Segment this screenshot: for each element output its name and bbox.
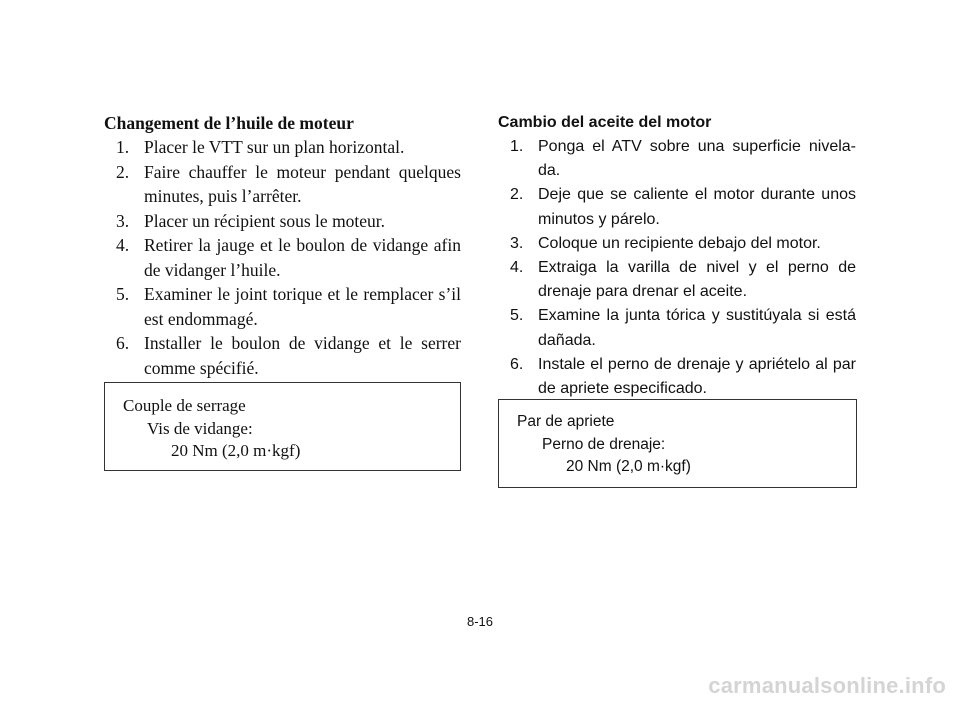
step-number: 2.: [116, 161, 130, 182]
step-text: Installer le boulon de vidange et le serrer comme spécifié.: [144, 333, 461, 378]
list-item: [498, 353, 856, 401]
spec-item: Perno de drenaje:: [542, 436, 666, 453]
spanish-column: [498, 111, 856, 401]
step-text: Extraiga la varilla de nivel y el perno de drenaje para drenar el aceite.: [538, 259, 856, 301]
step-number: 4.: [116, 235, 130, 255]
step-number: 1.: [510, 138, 524, 155]
list-item: [104, 331, 461, 380]
step-text: Examine la junta tórica y sustitúyala si está dañada.: [538, 307, 856, 349]
step-number: 6.: [116, 333, 130, 353]
list-item: [104, 209, 461, 234]
step-number: 1.: [116, 137, 130, 157]
spec-value: 20 Nm (2,0 m·kgf): [171, 441, 301, 460]
step-number: 5.: [116, 284, 130, 304]
french-steps-list: [104, 135, 461, 380]
list-item: [104, 282, 461, 331]
step-text: Deje que se caliente el motor durante unos minutos y párelo.: [538, 186, 856, 228]
page-number: 8-16: [466, 614, 494, 629]
spec-title: Couple de serrage: [123, 396, 246, 415]
step-number: 2.: [510, 186, 524, 204]
spec-title: Par de apriete: [517, 413, 615, 430]
list-item: [498, 135, 856, 183]
step-text: Examiner le joint torique et le remplacer s’il est endommagé.: [144, 284, 461, 329]
list-item: [104, 160, 461, 209]
french-torque-spec-box: [104, 382, 461, 471]
step-text: Coloque un recipiente debajo del motor.: [538, 234, 821, 252]
step-number: 6.: [510, 355, 524, 373]
step-text: Faire chauffer le moteur pendant quelques minutes, puis l’arrêter.: [144, 161, 461, 206]
list-item: [498, 183, 856, 231]
spanish-section-heading: Cambio del aceite del motor: [498, 114, 712, 131]
list-item: [498, 304, 856, 352]
step-number: 3.: [116, 210, 130, 231]
list-item: [498, 232, 856, 256]
step-number: 5.: [510, 307, 524, 325]
spec-value: 20 Nm (2,0 m·kgf): [566, 458, 691, 475]
watermark: carmanualsonline.info: [708, 673, 946, 698]
spanish-steps-list: [498, 135, 856, 401]
list-item: [498, 256, 856, 304]
list-item: [104, 135, 461, 160]
french-section-heading: Changement de l’huile de moteur: [104, 113, 354, 133]
step-text: Retirer la jauge et le boulon de vidange afin de vidanger l’huile.: [144, 235, 461, 280]
french-column: [104, 111, 461, 380]
step-number: 3.: [510, 234, 524, 252]
step-text: Placer un récipient sous le moteur.: [144, 210, 386, 231]
list-item: [104, 233, 461, 282]
step-number: 4.: [510, 259, 524, 277]
step-text: Ponga el ATV sobre una superficie nivela-da.: [538, 138, 856, 180]
spanish-torque-spec-box: [498, 399, 857, 488]
spec-item: Vis de vidange:: [147, 419, 253, 438]
step-text: Instale el perno de drenaje y apriételo al par de apriete especificado.: [538, 355, 856, 398]
step-text: Placer le VTT sur un plan horizontal.: [144, 137, 405, 157]
